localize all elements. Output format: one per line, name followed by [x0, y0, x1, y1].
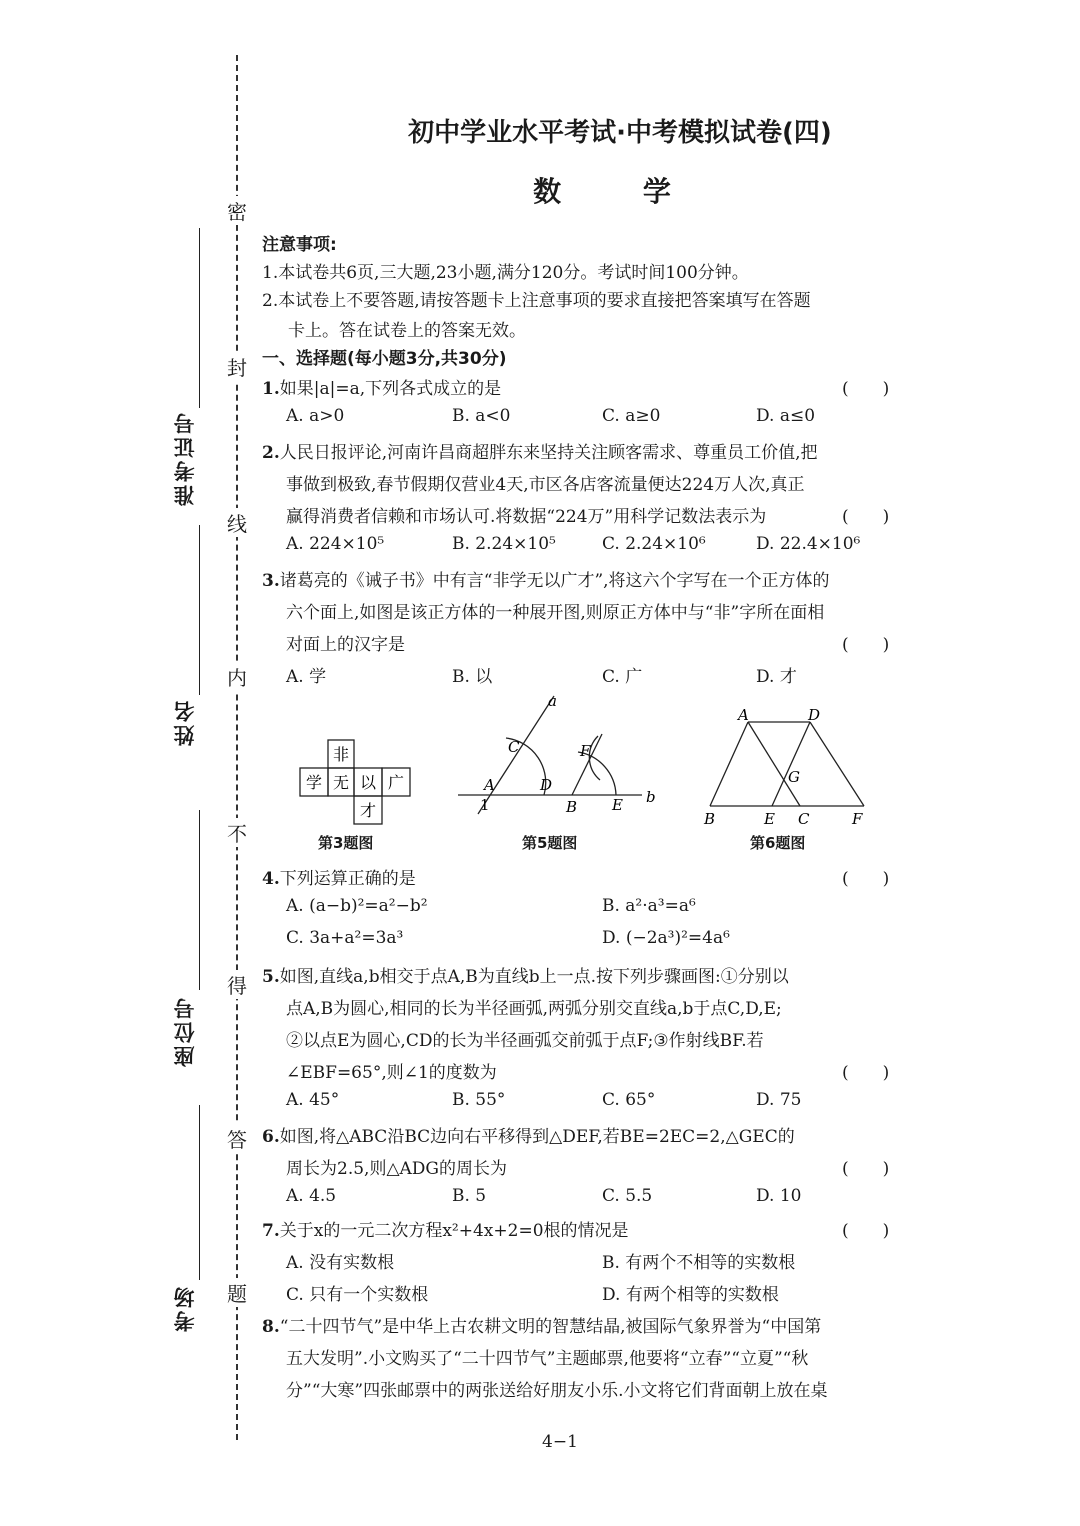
question-text: 周长为2.5,则△ADG的周长为: [286, 1159, 507, 1179]
option-d[interactable]: D. a≤0: [756, 406, 816, 426]
option-b[interactable]: B. a<0: [452, 406, 511, 426]
answer-paren[interactable]: ( ): [842, 379, 890, 399]
option-c[interactable]: C. 3a+a²=3a³: [286, 928, 404, 948]
question-text: 如图,直线a,b相交于点A,B为直线b上一点.按下列步骤画图:①分别以: [279, 967, 789, 987]
question-text: 如图,将△ABC沿BC边向右平移得到△DEF,若BE=2EC=2,△GEC的: [279, 1127, 795, 1147]
question-text: 赢得消费者信赖和市场认可.将数据“224万”用科学记数法表示为: [286, 507, 767, 527]
option-d[interactable]: D. 22.4×10⁶: [756, 534, 861, 554]
label-f: F: [580, 742, 591, 760]
answer-paren[interactable]: ( ): [842, 869, 890, 889]
question-4: [262, 864, 416, 889]
question-text: 分”“大寒”四张邮票中的两张送给好朋友小乐.小文将它们背面朝上放在桌: [286, 1381, 828, 1401]
option-b[interactable]: B. 5: [452, 1186, 487, 1206]
question-5: [262, 962, 789, 987]
field-line-exam-id[interactable]: [199, 228, 200, 408]
figure-3-cube-net: [296, 738, 416, 826]
question-text: 六个面上,如图是该正方体的一种展开图,则原正方体中与“非”字所在面相: [286, 603, 825, 623]
question-6: [262, 1122, 795, 1147]
option-c[interactable]: C. 只有一个实数根: [286, 1285, 429, 1305]
label-a: A: [484, 776, 495, 794]
field-label-seat: 座位号: [173, 995, 197, 1067]
section-heading: 一、选择题(每小题3分,共30分): [262, 349, 507, 369]
label-a: A: [738, 706, 749, 724]
option-b[interactable]: B. a²·a³=a⁶: [602, 896, 696, 916]
option-c[interactable]: C. 广: [602, 667, 643, 687]
net-char: 以: [359, 773, 377, 792]
question-text: 如果|a|=a,下列各式成立的是: [279, 379, 502, 399]
option-a[interactable]: A. 224×10⁵: [286, 534, 385, 554]
question-number: 8.: [262, 1317, 280, 1337]
question-text: 五大发明”.小文购买了“二十四节气”主题邮票,他要将“立春”“立夏”“秋: [286, 1349, 809, 1369]
label-e: E: [764, 810, 775, 828]
question-text: 点A,B为圆心,相同的长为半径画弧,两弧分别交直线a,b于点C,D,E;: [286, 999, 782, 1019]
label-f: F: [852, 810, 863, 828]
label-angle-1: 1: [480, 796, 490, 814]
notice-item: 1.本试卷共6页,三大题,23小题,满分120分。考试时间100分钟。: [262, 263, 749, 283]
option-a[interactable]: A. (a−b)²=a²−b²: [286, 896, 428, 916]
segment-de: [772, 722, 810, 806]
segment-df: [810, 722, 864, 806]
net-char: 广: [387, 773, 405, 792]
seal-char: 题: [226, 1278, 248, 1307]
figure-5-construction: [450, 690, 670, 820]
figure-3-caption: 第3题图: [318, 834, 374, 852]
question-number: 7.: [262, 1221, 280, 1241]
label-e: E: [612, 796, 623, 814]
option-a[interactable]: A. 没有实数根: [286, 1253, 395, 1273]
label-d: D: [540, 776, 553, 794]
question-2: [262, 438, 818, 463]
label-a-line: a: [548, 692, 557, 710]
option-c[interactable]: C. 5.5: [602, 1186, 653, 1206]
subject-title: 数 学: [533, 175, 707, 208]
field-line-venue[interactable]: [199, 1105, 200, 1280]
question-text: ∠EBF=65°,则∠1的度数为: [286, 1063, 497, 1083]
option-b[interactable]: B. 2.24×10⁵: [452, 534, 556, 554]
option-b[interactable]: B. 有两个不相等的实数根: [602, 1253, 796, 1273]
notice-item: 卡上。答在试卷上的答案无效。: [288, 321, 526, 341]
option-c[interactable]: C. 65°: [602, 1090, 656, 1110]
label-b: B: [566, 798, 578, 816]
option-d[interactable]: D. (−2a³)²=4a⁶: [602, 928, 730, 948]
option-a[interactable]: A. 学: [286, 667, 327, 687]
seal-dashed-line: [236, 55, 238, 1440]
segment-ab: [710, 722, 748, 806]
answer-paren[interactable]: ( ): [842, 507, 890, 527]
label-c: C: [508, 738, 520, 756]
net-char: 无: [332, 773, 350, 792]
answer-paren[interactable]: ( ): [842, 635, 890, 655]
seal-char: 得: [226, 970, 248, 999]
option-b[interactable]: B. 以: [452, 667, 493, 687]
question-text: 关于x的一元二次方程x²+4x+2=0根的情况是: [279, 1221, 629, 1241]
seal-char: 封: [226, 352, 248, 381]
figure-5-caption: 第5题图: [522, 834, 578, 852]
option-d[interactable]: D. 才: [756, 667, 797, 687]
seal-char: 不: [226, 818, 248, 847]
question-number: 2.: [262, 443, 280, 463]
option-d[interactable]: D. 有两个相等的实数根: [602, 1285, 779, 1305]
question-3: [262, 566, 830, 591]
notice-heading: 注意事项:: [262, 235, 337, 255]
label-b: B: [704, 810, 716, 828]
question-number: 3.: [262, 571, 280, 591]
question-number: 5.: [262, 967, 280, 987]
option-b[interactable]: B. 55°: [452, 1090, 506, 1110]
exam-title: 初中学业水平考试·中考模拟试卷(四): [408, 118, 832, 148]
question-1: [262, 374, 501, 399]
figure-6-translation: [700, 702, 875, 830]
question-number: 4.: [262, 869, 280, 889]
question-text: 下列运算正确的是: [279, 869, 416, 889]
label-c: C: [798, 810, 810, 828]
question-text: 对面上的汉字是: [286, 635, 405, 655]
field-line-name[interactable]: [199, 525, 200, 695]
option-d[interactable]: D. 75: [756, 1090, 802, 1110]
net-char: 才: [359, 801, 377, 820]
page-number: 4−1: [542, 1432, 578, 1452]
seal-char: 线: [226, 508, 248, 537]
question-text: 人民日报评论,河南许昌商超胖东来坚持关注顾客需求、尊重员工价值,把: [279, 443, 818, 463]
option-a[interactable]: A. a>0: [286, 406, 345, 426]
answer-paren[interactable]: ( ): [842, 1221, 890, 1241]
label-b-line: b: [646, 788, 656, 806]
label-g: G: [788, 768, 800, 786]
notice-item: 2.本试卷上不要答题,请按答题卡上注意事项的要求直接把答案填写在答题: [262, 291, 811, 311]
field-label-name: 姓名: [173, 698, 197, 746]
seal-char: 内: [226, 662, 248, 691]
question-text: 事做到极致,春节假期仅营业4天,市区各店客流量便达224万人次,真正: [286, 475, 805, 495]
seal-char: 答: [226, 1124, 248, 1153]
question-text: ②以点E为圆心,CD的长为半径画弧交前弧于点F;③作射线BF.若: [286, 1031, 764, 1051]
option-c[interactable]: C. a≥0: [602, 406, 661, 426]
field-label-exam-id: 准考证号: [173, 410, 197, 506]
option-c[interactable]: C. 2.24×10⁶: [602, 534, 706, 554]
label-d: D: [808, 706, 821, 724]
seal-char: 密: [226, 196, 248, 225]
answer-paren[interactable]: ( ): [842, 1159, 890, 1179]
question-7: [262, 1216, 629, 1241]
option-d[interactable]: D. 10: [756, 1186, 802, 1206]
option-a[interactable]: A. 45°: [286, 1090, 340, 1110]
figure-6-caption: 第6题图: [750, 834, 806, 852]
net-char: 学: [305, 773, 323, 792]
segment-ac: [748, 722, 800, 806]
question-number: 6.: [262, 1127, 280, 1147]
question-number: 1.: [262, 379, 280, 399]
field-label-venue: 考场: [173, 1284, 197, 1332]
option-a[interactable]: A. 4.5: [286, 1186, 337, 1206]
field-line-seat[interactable]: [199, 810, 200, 990]
question-8: [262, 1312, 821, 1337]
net-char: 非: [332, 745, 350, 764]
question-text: 诸葛亮的《诫子书》中有言“非学无以广才”,将这六个字写在一个正方体的: [279, 571, 830, 591]
question-text: “二十四节气”是中华上古农耕文明的智慧结晶,被国际气象界誉为“中国第: [279, 1317, 822, 1337]
answer-paren[interactable]: ( ): [842, 1063, 890, 1083]
